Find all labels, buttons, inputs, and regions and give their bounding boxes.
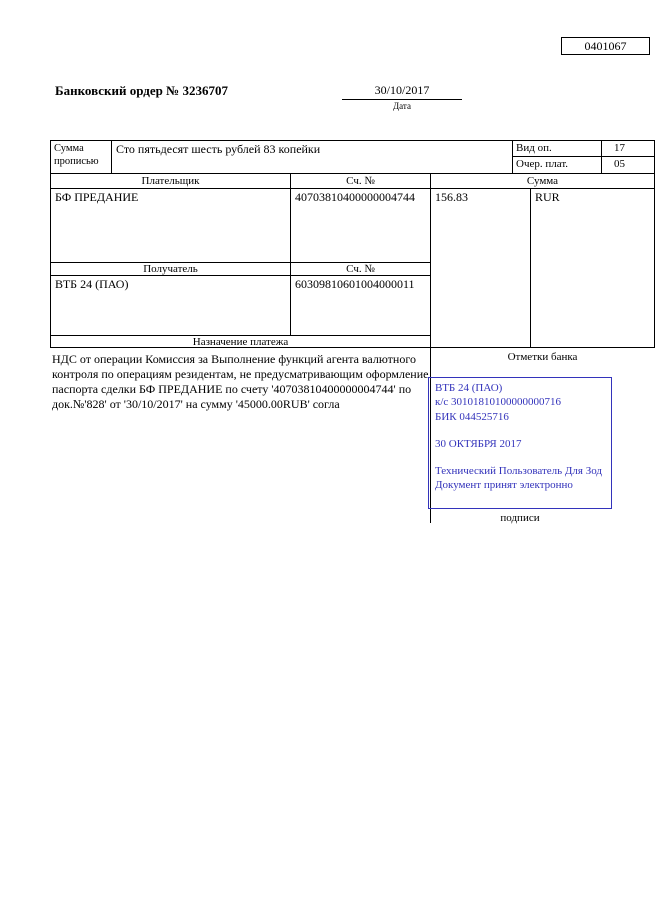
form-code-box: [561, 37, 650, 55]
date-label: Дата: [393, 101, 411, 111]
amount-value: 156.83: [430, 189, 530, 348]
payer-name: БФ ПРЕДАНИЕ: [50, 189, 290, 262]
document-title: Банковский ордер № 3236707: [55, 83, 228, 98]
op-type-label: Вид оп.: [512, 140, 601, 157]
stamp-bank-name: ВТБ 24 (ПАО): [435, 382, 503, 394]
date-value: 30/10/2017: [374, 83, 430, 97]
recipient-header: Получатель: [50, 262, 290, 276]
payer-account: 40703810400000004744: [290, 189, 430, 262]
stamp-status: Документ принят электронно: [435, 479, 573, 492]
purpose-header: Назначение платежа: [50, 335, 430, 348]
stamp-operator: Технический Пользователь Для Зод: [435, 465, 603, 478]
op-type-value: 17: [601, 140, 655, 157]
priority-label: Очер. плат.: [512, 157, 601, 174]
priority-value: 05: [601, 157, 655, 174]
bank-marks-header: Отметки банка: [507, 351, 578, 363]
date-underline: [342, 99, 462, 100]
currency-value: RUR: [530, 189, 655, 348]
payer-account-header: Сч. №: [290, 174, 430, 189]
stamp-gap: [435, 424, 605, 437]
stamp-date: 30 ОКТЯБРЯ 2017: [435, 437, 522, 450]
payer-header: Плательщик: [50, 174, 290, 189]
amount-words-label: Сумма прописью: [50, 140, 112, 174]
recipient-account-header: Сч. №: [290, 262, 430, 276]
stamp-gap: [435, 451, 605, 464]
form-code: 0401067: [584, 39, 627, 53]
bank-stamp: [428, 377, 612, 509]
stamp-corr-account: к/с 30101810100000000716: [435, 396, 562, 409]
amount-header: Сумма: [430, 174, 655, 189]
recipient-name: ВТБ 24 (ПАО): [50, 276, 290, 335]
recipient-account: 60309810601004000011: [290, 276, 430, 335]
stamp-bik: БИК 044525716: [435, 410, 509, 423]
signatures-label: подписи: [500, 512, 540, 524]
purpose-text: НДС от операции Комиссия за Выполнение функций агента валютного контроля по операциям резидентам, не предусматривающим оформление паспорта сделки БФ ПРЕДАНИЕ по счету '40703810400000004744' по док.№'828' от '30/10/2017' на сумму '45000.00RUB' согла: [52, 352, 429, 411]
amount-words-value: Сто пятьдесят шесть рублей 83 копейки: [112, 140, 512, 174]
